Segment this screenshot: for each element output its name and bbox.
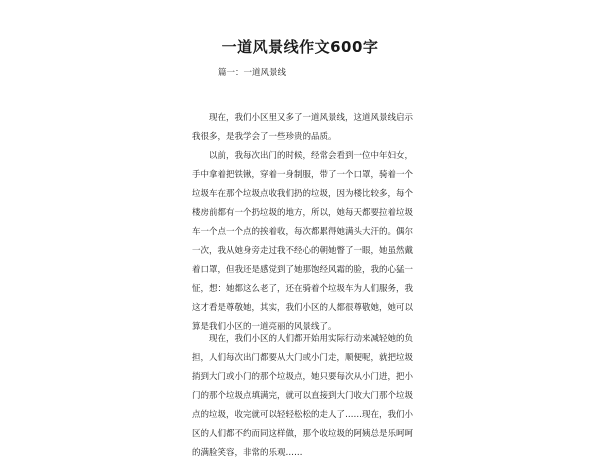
- paragraph-line: 怔，想：她都这么老了，还在骑着个垃圾车为人们服务，我: [192, 284, 414, 294]
- paragraph-line: 的满脸笑容，非常的乐观……: [192, 448, 303, 458]
- paragraph-line: 手中拿着把铁锹，穿着一身制服，带了一个口罩，骑着一个: [192, 170, 414, 180]
- paragraph-line: 捎到大门或小门的那个垃圾点，她只要每次从小门进，把小: [192, 372, 414, 382]
- paragraph-line: 点的垃圾，收完就可以轻轻松松的走人了……现在，我们小: [192, 410, 414, 420]
- paragraph: [192, 109, 413, 337]
- paragraph-line: 楼房前都有一个扔垃圾的地方，所以，她每天都要拉着垃圾: [192, 208, 414, 218]
- paragraph-line: 以前，我每次出门的时候，经常会看到一位中年妇女，: [209, 151, 414, 161]
- paragraph-line: 垃圾车在那个垃圾点收我们扔的垃圾，因为楼比较多，每个: [192, 189, 414, 199]
- paragraph-line: 车一个点一个点的挨着收，每次都累得她满头大汗的。偶尔: [192, 227, 414, 237]
- paragraph-line: 现在，我们小区的人们都开始用实际行动来减轻她的负: [209, 334, 414, 344]
- document-title: 一道风景线作文600字: [221, 38, 379, 56]
- paragraph-line: 这才看是尊敬她，其实，我们小区的人都很尊敬她，她可以: [192, 303, 414, 313]
- paragraph-line: 现在，我们小区里又多了一道风景线，这道风景线启示: [209, 113, 414, 123]
- paragraph-line: 担，人们每次出门都要从大门或小门走，顺便呢，就把垃圾: [192, 353, 414, 363]
- section-subtitle: 篇一：一道风景线: [218, 68, 287, 78]
- paragraph-line: 我很多，是我学会了一些珍贵的品质。: [192, 132, 337, 142]
- paragraph: [192, 330, 413, 463]
- paragraph-line: 一次，我从她身旁走过我不经心的朝她瞥了一眼，她虽然戴: [192, 246, 414, 256]
- paragraph-line: 着口罩，但我还是感觉到了她那饱经风霜的脸，我的心猛一: [192, 265, 414, 275]
- paragraph-line: 算是我们小区的一道亮丽的风景线了。: [192, 322, 337, 332]
- paragraph-line: 区的人们都不约而同这样做，那个收垃圾的阿姨总是乐呵呵: [192, 429, 414, 439]
- paragraph-line: 门的那个垃圾点填满完，就可以直接到大门收大门那个垃圾: [192, 391, 414, 401]
